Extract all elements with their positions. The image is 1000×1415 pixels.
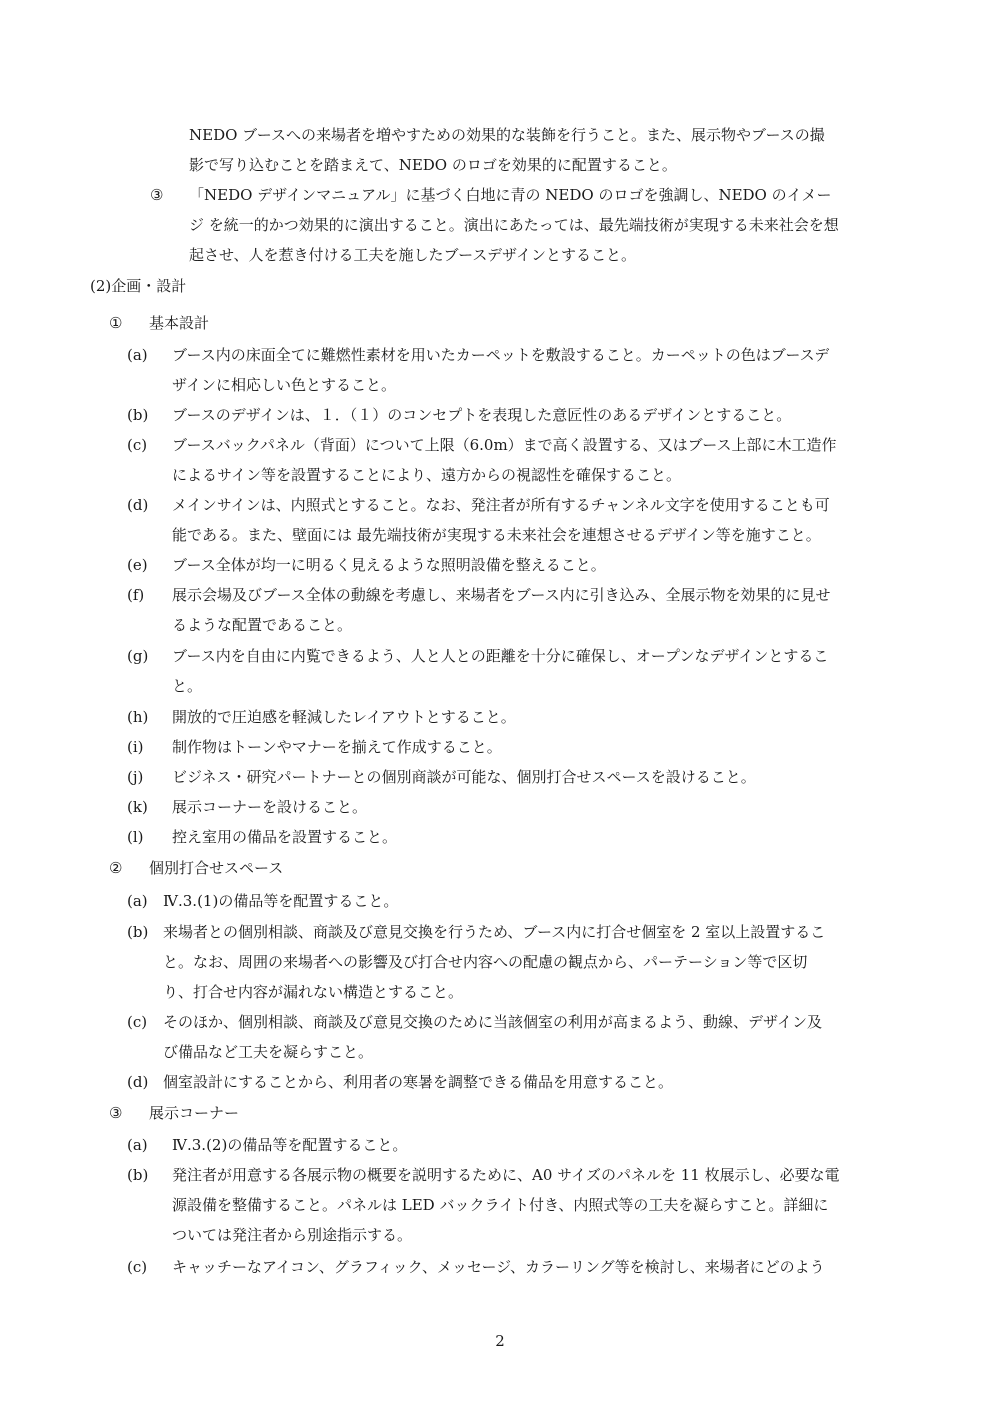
basic-h-marker: (h) [127, 708, 149, 726]
basic-l-line-1: 控え室用の備品を設置すること。 [172, 828, 398, 846]
page-number: 2 [495, 1332, 505, 1350]
basic-j-line-1: ビジネス・研究パートナーとの個別商談が可能な、個別打合せスペースを設けること。 [172, 768, 756, 786]
meeting-b-line-2: と。なお、周囲の来場者への影響及び打合せ内容への配慮の観点から、パーテーション等で区切 [163, 953, 808, 971]
meeting-space-heading: 個別打合せスペース [149, 859, 284, 877]
exhibit-a-line-1: Ⅳ.3.(2)の備品等を配置すること。 [172, 1136, 408, 1154]
basic-a-marker: (a) [127, 346, 148, 364]
meeting-b-line-3: り、打合せ内容が漏れない構造とすること。 [163, 983, 464, 1001]
exhibit-c-line-1: キャッチーなアイコン、グラフィック、メッセージ、カラーリング等を検討し、来場者にどのよう [172, 1258, 825, 1276]
basic-l-marker: (l) [127, 828, 144, 846]
meeting-c-marker: (c) [127, 1013, 148, 1031]
basic-e-marker: (e) [127, 556, 148, 574]
item-3-line-2: ジ を統一的かつ効果的に演出すること。演出にあたっては、最先端技術が実現する未来社会を想 [189, 216, 839, 234]
basic-b-marker: (b) [127, 406, 149, 424]
meeting-space-marker: ② [109, 859, 123, 877]
exhibit-b-line-1: 発注者が用意する各展示物の概要を説明するために、A0 サイズのパネルを 11 枚展示し、必要な電 [172, 1166, 840, 1184]
meeting-c-line-1: そのほか、個別相談、商談及び意見交換のために当該個室の利用が高まるよう、動線、デザイン及 [163, 1013, 822, 1031]
section-2-heading: (2)企画・設計 [90, 277, 187, 295]
basic-f-line-2: るような配置であること。 [172, 616, 353, 634]
exhibit-a-marker: (a) [127, 1136, 148, 1154]
intro-line-2: 影で写り込むことを踏まえて、NEDO のロゴを効果的に配置すること。 [189, 156, 677, 174]
basic-h-line-1: 開放的で圧迫感を軽減したレイアウトとすること。 [172, 708, 516, 726]
basic-g-line-1: ブース内を自由に内覧できるよう、人と人との距離を十分に確保し、オープンなデザインとするこ [172, 647, 829, 665]
exhibit-corner-marker: ③ [109, 1104, 123, 1122]
intro-line-1: NEDO ブースへの来場者を増やすための効果的な装飾を行うこと。また、展示物やブースの撮 [189, 126, 825, 144]
meeting-b-line-1: 来場者との個別相談、商談及び意見交換を行うため、ブース内に打合せ個室を 2 室以上設置するこ [163, 923, 826, 941]
basic-c-line-2: によるサイン等を設置することにより、遠方からの視認性を確保すること。 [172, 466, 681, 484]
meeting-d-line-1: 個室設計にすることから、利用者の寒暑を調整できる備品を用意すること。 [163, 1073, 674, 1091]
item-3-marker: ③ [150, 186, 164, 204]
basic-f-line-1: 展示会場及びブース全体の動線を考慮し、来場者をブース内に引き込み、全展示物を効果的に見せ [172, 586, 831, 604]
basic-d-line-1: メインサインは、内照式とすること。なお、発注者が所有するチャンネル文字を使用することも可 [172, 496, 830, 514]
basic-i-marker: (i) [127, 738, 144, 756]
meeting-d-marker: (d) [127, 1073, 149, 1091]
item-3-line-3: 起させ、人を惹き付ける工夫を施したブースデザインとすること。 [189, 246, 637, 264]
basic-e-line-1: ブース全体が均一に明るく見えるような照明設備を整えること。 [172, 556, 606, 574]
basic-g-line-2: と。 [172, 677, 203, 695]
basic-design-marker: ① [109, 314, 123, 332]
basic-design-heading: 基本設計 [149, 314, 210, 332]
exhibit-b-marker: (b) [127, 1166, 149, 1184]
basic-j-marker: (j) [127, 768, 144, 786]
basic-a-line-1: ブース内の床面全てに難燃性素材を用いたカーペットを敷設すること。カーペットの色はブースデ [172, 346, 830, 364]
basic-f-marker: (f) [127, 586, 145, 604]
exhibit-b-line-3: ついては発注者から別途指示する。 [172, 1226, 413, 1244]
meeting-b-marker: (b) [127, 923, 149, 941]
basic-c-marker: (c) [127, 436, 148, 454]
basic-i-line-1: 制作物はトーンやマナーを揃えて作成すること。 [172, 738, 502, 756]
basic-d-line-2: 能である。また、壁面には 最先端技術が実現する未来社会を連想させるデザイン等を施すこと。 [172, 526, 821, 544]
meeting-a-line-1: Ⅳ.3.(1)の備品等を配置すること。 [163, 892, 399, 910]
basic-b-line-1: ブースのデザインは、１．（１）のコンセプトを表現した意匠性のあるデザインとすること。 [172, 406, 792, 424]
item-3-line-1: 「NEDO デザインマニュアル」に基づく白地に青の NEDO のロゴを強調し、NEDO のイメー [189, 186, 832, 204]
basic-c-line-1: ブースバックパネル（背面）について上限（6.0m）まで高く設置する、又はブース上部に木工造作 [172, 436, 837, 454]
meeting-a-marker: (a) [127, 892, 148, 910]
basic-a-line-2: ザインに相応しい色とすること。 [172, 376, 396, 394]
basic-d-marker: (d) [127, 496, 149, 514]
exhibit-corner-heading: 展示コーナー [149, 1104, 240, 1122]
basic-k-line-1: 展示コーナーを設けること。 [172, 798, 368, 816]
basic-k-marker: (k) [127, 798, 148, 816]
exhibit-b-line-2: 源設備を整備すること。パネルは LED バックライト付き、内照式等の工夫を凝らすこと。詳細に [172, 1196, 829, 1214]
basic-g-marker: (g) [127, 647, 149, 665]
meeting-c-line-2: び備品など工夫を凝らすこと。 [163, 1043, 374, 1061]
exhibit-c-marker: (c) [127, 1258, 148, 1276]
